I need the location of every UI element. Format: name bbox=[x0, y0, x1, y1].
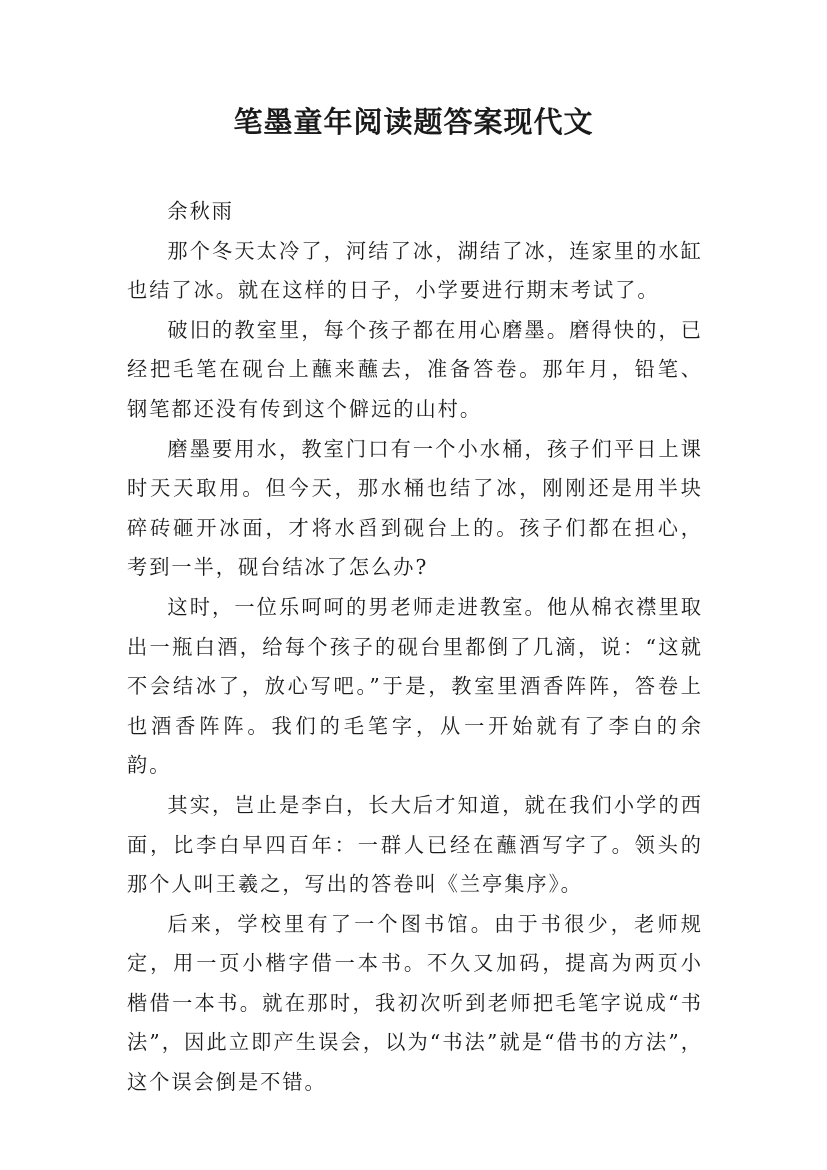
paragraph-5: 其实，岂止是李白，长大后才知道，就在我们小学的西面，比李白早四百年：一群人已经在蘸酒写字了。领头的那个人叫王羲之，写出的答卷叫《兰亭集序》。 bbox=[127, 792, 703, 897]
document-title: 笔墨童年阅读题答案现代文 bbox=[233, 105, 594, 139]
paragraph-6: 后来，学校里有了一个图书馆。由于书很少，老师规定，用一页小楷字借一本书。不久又加码，提高为两页小楷借一本书。就在那时，我初次听到老师把毛笔字说成“书法”，因此立即产生误会，以为“书法”就是“借书的方法”，这个误会倒是不错。 bbox=[127, 911, 703, 1095]
document-body bbox=[127, 192, 703, 1103]
author-line: 余秋雨 bbox=[167, 199, 234, 223]
paragraph-2: 破旧的教室里，每个孩子都在用心磨墨。磨得快的，已经把毛笔在砚台上蘸来蘸去，准备答卷。那年月，铅笔、钢笔都还没有传到这个僻远的山村。 bbox=[127, 317, 703, 421]
paragraph-1: 那个冬天太冷了，河结了冰，湖结了冰，连家里的水缸也结了冰。就在这样的日子，小学要进行期末考试了。 bbox=[127, 238, 703, 303]
paragraph-3: 磨墨要用水，教室门口有一个小水桶，孩子们平日上课时天天取用。但今天，那水桶也结了冰，刚刚还是用半块碎砖砸开冰面，才将水舀到砚台上的。孩子们都在担心，考到一半，砚台结冰了怎么办? bbox=[127, 436, 703, 580]
paragraph-4: 这时，一位乐呵呵的男老师走进教室。他从棉衣襟里取出一瓶白酒，给每个孩子的砚台里都倒了几滴，说：“这就不会结冰了，放心写吧。”于是，教室里酒香阵阵，答卷上也酒香阵阵。我们的毛笔字，从一开始就有了李白的余韵。 bbox=[127, 594, 703, 778]
